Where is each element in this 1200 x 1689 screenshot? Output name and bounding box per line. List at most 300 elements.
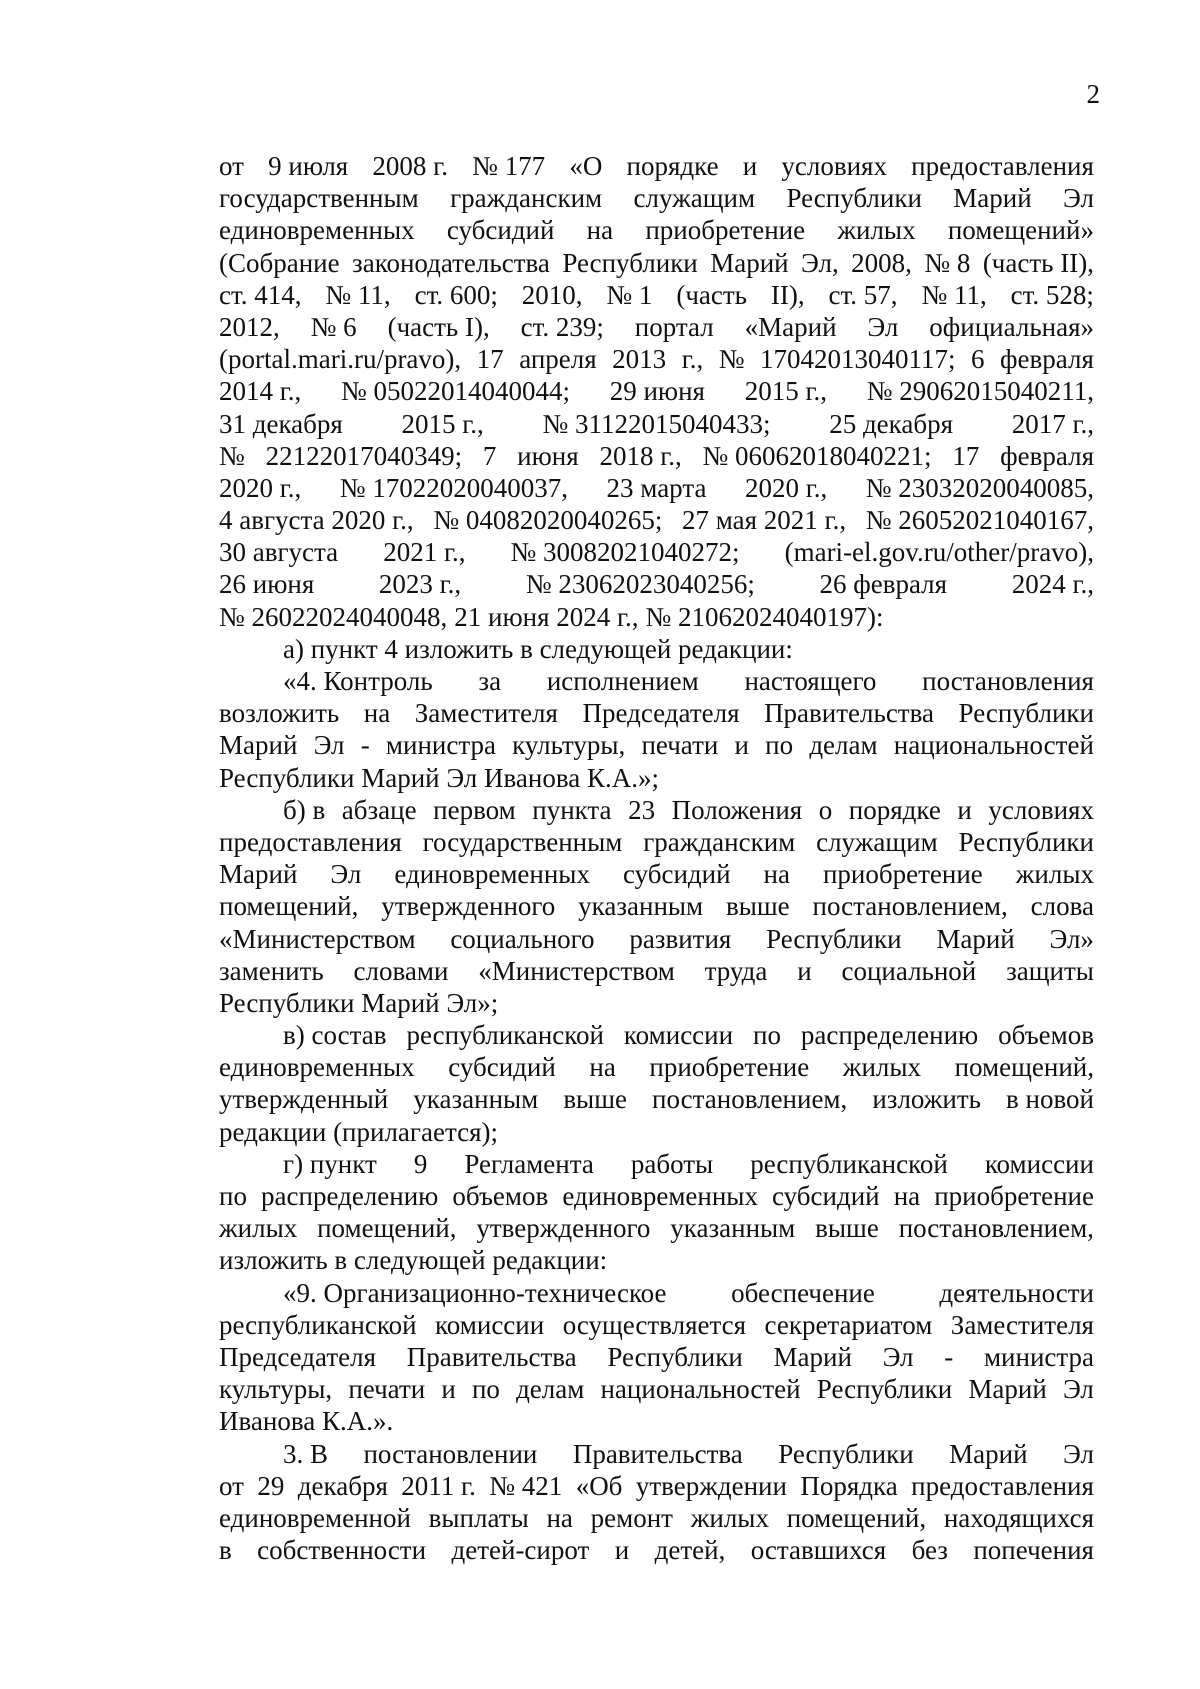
text-word: № xyxy=(718,344,745,375)
text-word: Республики xyxy=(562,247,698,278)
text-word: попечения xyxy=(973,1535,1094,1566)
text-word: апреля xyxy=(519,344,597,375)
text-word: Республики xyxy=(778,1438,914,1469)
text-line xyxy=(219,955,1094,987)
text-word: «4. Контроль xyxy=(283,666,433,696)
text-word: Марий xyxy=(968,1374,1047,1405)
text-word: Заместителя xyxy=(414,698,558,729)
text-word: культуры, xyxy=(219,1374,333,1405)
text-line xyxy=(219,1148,1094,1180)
document-body xyxy=(219,150,1094,1566)
text-word: о xyxy=(818,794,833,825)
text-word: распределению xyxy=(261,1181,439,1211)
text-word: 17042013040117; xyxy=(760,344,956,375)
text-word: служащим xyxy=(633,183,756,214)
text-word: Республики xyxy=(786,183,922,214)
text-word: № 05022014040044; xyxy=(341,376,571,407)
text-line xyxy=(219,1051,1094,1083)
text-word: печати xyxy=(641,730,719,761)
text-word: приобретение xyxy=(649,1052,810,1083)
text-word: по xyxy=(765,730,794,761)
text-word: труда xyxy=(704,955,768,986)
text-word: социальной xyxy=(841,955,977,986)
text-word: № 1 xyxy=(606,279,653,310)
text-word: порядке xyxy=(626,151,719,181)
text-word: работы xyxy=(630,1148,714,1179)
text-word: деятельности xyxy=(939,1277,1094,1308)
text-word: выше xyxy=(563,1084,627,1115)
text-word: и xyxy=(734,730,749,761)
text-word: Эл, xyxy=(801,247,839,278)
text-word: помещений, xyxy=(219,891,359,922)
page-number: 2 xyxy=(1086,79,1100,109)
text-word: обеспечение xyxy=(731,1277,875,1308)
text-word: июня xyxy=(517,440,579,471)
text-word: субсидий xyxy=(448,1052,556,1083)
text-word: единовременных xyxy=(219,215,415,246)
text-line xyxy=(219,182,1094,214)
text-word: выше xyxy=(726,891,790,922)
text-word: 2015 г., xyxy=(744,376,827,407)
text-word: № 21062024040197): xyxy=(645,601,884,632)
text-word: № 23062023040256; xyxy=(525,569,755,600)
text-line xyxy=(219,1212,1094,1244)
text-line xyxy=(219,601,1094,633)
text-word: в) состав xyxy=(283,1020,387,1051)
text-word: 17 xyxy=(952,440,980,471)
text-word: возложить xyxy=(219,698,340,729)
text-word: республиканской xyxy=(750,1148,948,1179)
text-line xyxy=(219,1373,1094,1405)
text-word: официальная» xyxy=(929,311,1094,342)
text-word: № 29062015040211, xyxy=(866,376,1094,407)
text-word: 29 июня xyxy=(609,376,705,407)
text-word: национальностей xyxy=(893,730,1094,761)
text-word: ст. 239; xyxy=(520,311,604,342)
text-word: заменить xyxy=(219,955,324,986)
text-word: защиты xyxy=(1006,955,1094,986)
text-word: - xyxy=(360,730,370,761)
text-word: первом xyxy=(433,794,516,825)
text-word: № 177 xyxy=(472,151,546,181)
text-word: условиях xyxy=(781,151,887,181)
text-line xyxy=(219,729,1094,761)
text-word: «Министерством xyxy=(219,923,416,954)
text-word: Марий xyxy=(710,247,789,278)
text-word: Эл xyxy=(1062,1374,1094,1405)
text-word: условиях xyxy=(988,794,1094,825)
text-word: комиссии xyxy=(623,1020,734,1051)
text-line xyxy=(219,1470,1094,1502)
text-line xyxy=(219,1534,1094,1566)
text-word: жилых xyxy=(1015,859,1094,890)
text-word: постановлением, xyxy=(652,1084,848,1115)
text-word: портал xyxy=(634,311,714,342)
text-word: Эл xyxy=(1063,183,1094,214)
text-word: единовременных xyxy=(562,1181,758,1211)
text-word: указанным xyxy=(413,1084,539,1115)
text-word: 2020 г., xyxy=(744,472,828,503)
text-word: по xyxy=(219,1181,247,1211)
text-word: 2020 г., xyxy=(219,472,302,503)
text-word: - xyxy=(944,1341,954,1372)
text-word: абзаце xyxy=(341,794,417,825)
text-word: Эл xyxy=(867,311,899,342)
text-word: единовременных xyxy=(219,1052,415,1083)
text-word: на xyxy=(586,215,614,246)
text-word: Эл xyxy=(882,1341,914,1372)
text-word: и xyxy=(797,955,812,986)
text-word: «Министерством xyxy=(478,955,675,986)
text-word: (mari-el.gov.ru/other/pravo), xyxy=(784,537,1094,568)
text-word: на xyxy=(763,859,790,890)
text-word: II), xyxy=(770,279,805,310)
text-word: № 26052021040167, xyxy=(865,505,1094,536)
text-word: 2010, xyxy=(521,279,583,310)
text-word: печати xyxy=(348,1374,426,1405)
text-word: Марий xyxy=(219,859,298,890)
text-word: 26 июня xyxy=(219,569,315,600)
text-line xyxy=(219,633,1094,665)
text-word: Заместителя xyxy=(950,1309,1094,1340)
text-word: в xyxy=(219,1535,232,1566)
text-line xyxy=(219,214,1094,246)
text-word: настоящего xyxy=(744,666,877,696)
text-line xyxy=(219,858,1094,890)
text-word: Эл xyxy=(330,859,362,890)
text-line xyxy=(219,279,1094,311)
text-word: 2015 г., xyxy=(401,408,484,439)
text-word: 23 xyxy=(628,794,656,825)
text-word: словами xyxy=(353,955,449,986)
text-line xyxy=(219,472,1094,504)
text-word: Республики xyxy=(958,826,1094,857)
text-word: оставшихся xyxy=(750,1535,887,1566)
text-word: «9. Организационно-техническое xyxy=(283,1277,667,1308)
text-word: субсидий xyxy=(772,1181,880,1211)
text-word: находящихся xyxy=(943,1502,1094,1533)
text-line xyxy=(219,1405,1094,1437)
text-line xyxy=(219,408,1094,440)
text-word: февраля xyxy=(1000,440,1094,471)
text-word: Республики Марий Эл Иванова К.А.»; xyxy=(219,762,659,793)
text-word: на xyxy=(893,1181,921,1211)
text-word: 26 февраля xyxy=(819,569,948,600)
text-word: 30 августа xyxy=(219,537,339,568)
text-word: № 17022020040037, xyxy=(339,472,569,503)
text-line xyxy=(219,697,1094,729)
text-word: исполнением xyxy=(546,666,699,696)
text-word: жилых xyxy=(842,1052,922,1083)
text-word: от xyxy=(219,151,244,181)
text-word: помещений, xyxy=(786,1502,927,1533)
text-word: № 11, xyxy=(921,279,987,310)
text-word: 23 марта xyxy=(606,472,707,503)
text-word: приобретение xyxy=(934,1181,1094,1211)
text-word: (часть I), xyxy=(387,311,490,342)
text-line xyxy=(219,1116,1094,1148)
text-word: порядке xyxy=(848,794,941,825)
text-word: 2008, xyxy=(851,247,912,278)
text-word: № 11, xyxy=(325,279,391,310)
text-word: г., xyxy=(681,344,704,375)
text-word: секретариатом xyxy=(764,1309,933,1340)
text-word: делам xyxy=(809,730,878,761)
text-line xyxy=(219,375,1094,407)
text-word: 3. В xyxy=(283,1438,329,1469)
text-word: на xyxy=(546,1502,573,1533)
text-word: культуры, xyxy=(512,730,626,761)
text-line xyxy=(219,923,1094,955)
text-word: 2018 г., xyxy=(599,440,682,471)
text-word: г) пункт xyxy=(283,1148,377,1179)
text-word: по xyxy=(471,1374,500,1405)
text-word: 29 xyxy=(257,1470,285,1501)
text-word: распределению xyxy=(800,1020,979,1051)
text-word: слова xyxy=(1030,891,1094,922)
text-word: (Собрание xyxy=(219,247,340,278)
text-word: предоставления xyxy=(911,151,1094,181)
text-word: 2012, xyxy=(219,311,280,342)
text-word: № 26022024040048, xyxy=(219,601,448,632)
text-word: приобретение xyxy=(822,859,983,890)
text-word: «О xyxy=(569,151,603,181)
text-word: 9 xyxy=(413,1148,428,1179)
text-word: 2021 г., xyxy=(383,537,466,568)
text-line xyxy=(219,890,1094,922)
text-word: объемов xyxy=(452,1181,549,1211)
text-word: 2024 г., xyxy=(1011,569,1094,600)
text-word: 2008 г. xyxy=(372,151,448,181)
text-word: жилых xyxy=(837,215,916,246)
text-word: 17 xyxy=(476,344,504,375)
text-word: Правительства xyxy=(764,698,934,729)
text-word: субсидий xyxy=(446,215,555,246)
text-line xyxy=(219,1309,1094,1341)
text-word: от xyxy=(219,1470,244,1501)
text-word: б) в xyxy=(283,794,326,825)
text-word: 7 xyxy=(482,440,497,471)
text-word: министра xyxy=(385,730,496,761)
text-word: указанным xyxy=(578,891,704,922)
text-word: министра xyxy=(983,1341,1094,1372)
text-word: 9 июля xyxy=(268,151,349,181)
text-word: пункта xyxy=(532,794,612,825)
text-word: 22122017040349; xyxy=(265,440,463,471)
text-line xyxy=(219,247,1094,279)
text-word: № 6 xyxy=(310,311,357,342)
text-word: указанным xyxy=(670,1213,796,1244)
text-word: Марий xyxy=(949,1438,1028,1469)
text-word: делам xyxy=(516,1374,585,1405)
text-word: детей-сирот xyxy=(451,1535,590,1566)
text-word: № 421 xyxy=(489,1470,563,1501)
text-word: 21 июня 2024 г., xyxy=(454,601,639,632)
text-word: ст. 57, xyxy=(828,279,898,310)
text-word: 6 xyxy=(971,344,985,375)
text-word: № 31122015040433; xyxy=(542,408,771,439)
text-word: 25 декабря xyxy=(829,408,954,439)
text-word: и xyxy=(742,151,758,181)
text-word: Марий xyxy=(773,1341,852,1372)
text-word: помещений, xyxy=(954,1052,1094,1083)
text-line xyxy=(219,1244,1094,1276)
text-line xyxy=(219,343,1094,375)
text-word: изложить в следующей редакции: xyxy=(219,1245,608,1276)
text-line xyxy=(219,150,1094,182)
text-word: Регламента xyxy=(464,1148,594,1179)
text-word: помещений, xyxy=(317,1213,457,1244)
text-word: (часть xyxy=(676,279,747,310)
text-word: утвержденного xyxy=(381,891,556,922)
text-word: Правительства xyxy=(406,1341,577,1372)
text-word: выше xyxy=(815,1213,879,1244)
text-line xyxy=(219,1341,1094,1373)
text-word: Председателя xyxy=(582,698,740,729)
text-line xyxy=(219,1438,1094,1470)
text-word: ст. 528; xyxy=(1010,279,1094,310)
text-word: постановлении xyxy=(363,1438,538,1469)
text-word: № 06062018040221; xyxy=(702,440,932,471)
text-line xyxy=(219,1502,1094,1534)
text-word: по xyxy=(753,1020,781,1051)
text-word: ст. 414, xyxy=(219,279,302,310)
text-word: постановлением, xyxy=(898,1213,1094,1244)
text-word: единовременных xyxy=(394,859,590,890)
text-word: помещений» xyxy=(947,215,1094,246)
text-word: ст. 600; xyxy=(414,279,498,310)
text-line xyxy=(219,762,1094,794)
text-word: и xyxy=(957,794,972,825)
text-word: и xyxy=(441,1374,456,1405)
text-line xyxy=(219,794,1094,826)
text-word: законодательства xyxy=(352,247,550,278)
text-word: за xyxy=(478,666,502,696)
text-word: на xyxy=(363,698,391,729)
text-word: Положения xyxy=(671,794,803,825)
text-word: Иванова К.А.». xyxy=(219,1406,394,1437)
text-word: редакции (прилагается); xyxy=(219,1116,498,1147)
text-word: 2023 г., xyxy=(378,569,462,600)
text-word: Республики xyxy=(766,923,902,954)
text-word: утвержденный xyxy=(219,1084,389,1115)
text-word: № 23032020040085, xyxy=(865,472,1094,503)
text-word: Республики xyxy=(958,698,1094,729)
text-word: Республики xyxy=(607,1341,743,1372)
text-word: 2017 г., xyxy=(1011,408,1094,439)
text-word: развития xyxy=(629,923,732,954)
text-word: 2014 г., xyxy=(219,376,302,407)
text-word: комиссии xyxy=(435,1309,545,1340)
text-word: постановления xyxy=(922,666,1094,696)
text-word: Республики xyxy=(816,1374,953,1405)
text-word: Эл xyxy=(313,730,345,761)
text-word: (часть II), xyxy=(982,247,1094,278)
text-word: постановлением, xyxy=(812,891,1008,922)
text-line xyxy=(219,1019,1094,1051)
text-word: единовременной xyxy=(219,1502,411,1533)
text-word: Марий xyxy=(936,923,1015,954)
text-word: республиканской xyxy=(406,1020,604,1051)
text-word: Председателя xyxy=(219,1341,377,1372)
text-word: служащим xyxy=(816,826,938,857)
text-word: Марий xyxy=(219,730,298,761)
text-word: республиканской xyxy=(219,1309,417,1340)
text-word: изложить xyxy=(872,1084,981,1115)
text-line xyxy=(219,1083,1094,1115)
text-word: 2013 xyxy=(612,344,667,375)
text-word: без xyxy=(911,1535,948,1566)
text-word: Правительства xyxy=(572,1438,743,1469)
text-line xyxy=(219,504,1094,536)
text-word: Марий xyxy=(953,183,1032,214)
text-word: национальностей xyxy=(600,1374,801,1405)
text-word: жилых xyxy=(690,1502,769,1533)
text-word: осуществляется xyxy=(562,1309,747,1340)
text-word: Эл» xyxy=(1049,923,1094,954)
text-word: приобретение xyxy=(645,215,806,246)
text-word: и xyxy=(614,1535,630,1566)
text-word: объемов xyxy=(998,1020,1094,1051)
text-word: «Марий xyxy=(744,311,837,342)
text-word: № 04082020040265; xyxy=(433,505,663,536)
text-word: предоставления xyxy=(219,826,402,857)
text-line xyxy=(219,568,1094,600)
text-word: детей, xyxy=(654,1535,726,1566)
text-word: № 8 xyxy=(924,247,971,278)
text-line xyxy=(219,987,1094,1019)
text-line xyxy=(219,311,1094,343)
text-word: декабря xyxy=(297,1470,388,1501)
text-word: Эл xyxy=(1063,1438,1094,1469)
text-word: (portal.mari.ru/pravo), xyxy=(219,344,462,375)
text-word: Порядка xyxy=(800,1470,898,1501)
text-line xyxy=(219,440,1094,472)
text-word: в новой xyxy=(1006,1084,1094,1115)
text-word: 31 декабря xyxy=(219,408,343,439)
text-word: предоставления xyxy=(911,1470,1094,1501)
text-word: февраля xyxy=(1000,344,1094,375)
text-line xyxy=(219,826,1094,858)
text-word: ремонт xyxy=(590,1502,673,1533)
text-word: на xyxy=(589,1052,616,1083)
text-word: гражданским xyxy=(450,183,603,214)
text-word: а) пункт 4 изложить в следующей редакции: xyxy=(283,633,793,664)
text-word: выплаты xyxy=(428,1502,529,1533)
text-word: государственным xyxy=(219,183,419,214)
text-line xyxy=(219,665,1094,697)
text-word: Республики Марий Эл»; xyxy=(219,987,499,1018)
text-word: 27 мая 2021 г., xyxy=(681,505,847,536)
text-line xyxy=(219,536,1094,568)
text-word: гражданским xyxy=(643,826,796,857)
text-word: «Об xyxy=(575,1470,623,1501)
text-word: 2011 г. xyxy=(401,1470,476,1501)
text-word: № 30082021040272; xyxy=(510,537,740,568)
text-word: 4 августа 2020 г., xyxy=(219,505,414,536)
text-line xyxy=(219,1180,1094,1212)
text-word: собственности xyxy=(257,1535,427,1566)
text-word: утверждении xyxy=(635,1470,787,1501)
text-word: социального xyxy=(450,923,595,954)
text-word: комиссии xyxy=(984,1148,1094,1179)
text-word: жилых xyxy=(219,1213,298,1244)
text-word: утвержденного xyxy=(476,1213,651,1244)
text-line xyxy=(219,1277,1094,1309)
text-word: государственным xyxy=(422,826,623,857)
text-word: № xyxy=(219,440,245,471)
text-word: субсидий xyxy=(622,859,731,890)
